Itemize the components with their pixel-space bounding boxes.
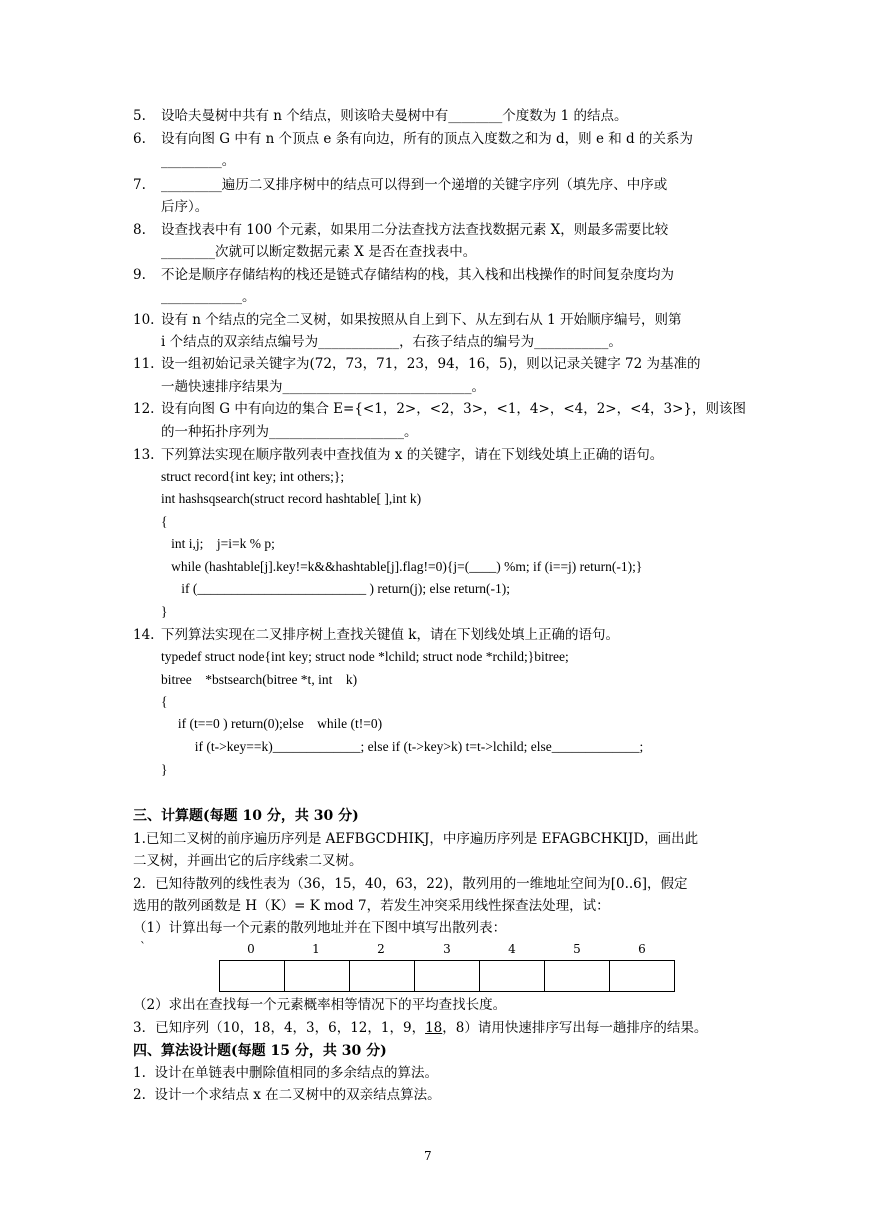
question-text: 2. 设计一个求结点 x 在二叉树中的双亲结点算法。: [133, 1087, 441, 1103]
question-text: 设哈夫曼树中共有 n 个结点，则该哈夫曼树中有________个度数为 1 的结点。: [161, 108, 628, 124]
item-number: 9.: [133, 267, 146, 283]
code-line: int i,j; j=i=k % p;: [161, 536, 275, 551]
question-text: 的一种拓扑序列为____________________。: [161, 424, 418, 440]
item-number: 10.: [133, 312, 155, 328]
question-text: _________遍历二叉排序树中的结点可以得到一个递增的关键字序列（填先序、中序或: [161, 177, 668, 193]
item-number: 8.: [133, 222, 146, 238]
question-text: （1）计算出每一个元素的散列地址并在下图中填写出散列表：: [133, 920, 507, 936]
table-index: 3: [443, 942, 451, 956]
question-text: ________次就可以断定数据元素 X 是否在查找表中。: [161, 244, 477, 260]
question-text: i 个结点的双亲结点编号为____________，右孩子结点的编号为___________。: [161, 334, 622, 350]
table-cell: [610, 961, 675, 992]
question-text: 1.已知二叉树的前序遍历序列是 AEFBGCDHIKJ，中序遍历序列是 EFAGBCHKIJD，画出此: [133, 831, 699, 847]
question-text: 设有向图 G 中有向边的集合 E={<1，2>，<2，3>，<1，4>，<4，2>，<4，3>}，则该图: [161, 401, 747, 417]
code-line: if (t->key==k)_____________; else if (t->key>k) t=t->lchild; else_____________;: [161, 739, 644, 754]
item-number: 14.: [133, 627, 155, 643]
section-heading: 四、算法设计题(每题 15 分，共 30 分): [133, 1043, 387, 1059]
code-line: {: [161, 514, 168, 529]
item-number: 6.: [133, 131, 146, 147]
item-number: 13.: [133, 447, 155, 463]
table-cell: [545, 961, 610, 992]
table-cell: [350, 961, 415, 992]
question-text: [133, 1019, 707, 1037]
code-line: bitree *bstsearch(bitree *t, int k): [161, 672, 358, 687]
table-index: 5: [573, 942, 581, 956]
q3-underlined-value: 18: [425, 1020, 443, 1036]
question-text: 设查找表中有 100 个元素，如果用二分法查找方法查找数据元素 X，则最多需要比较: [161, 222, 669, 238]
question-text: 1. 设计在单链表中删除值相同的多余结点的算法。: [133, 1065, 438, 1081]
code-line: typedef struct node{int key; struct node *lchild; struct node *rchild;}bitree;: [161, 649, 569, 664]
table-index: 2: [377, 942, 385, 956]
question-text: 设一组初始记录关键字为(72，73，71，23，94，16，5)，则以记录关键字 72 为基准的: [161, 356, 701, 372]
hash-table: [219, 960, 675, 992]
table-row: [220, 961, 675, 992]
item-number: 12.: [133, 401, 155, 417]
section-heading: 三、计算题(每题 10 分，共 30 分): [133, 808, 359, 824]
question-text: 设有向图 G 中有 n 个顶点 e 条有向边，所有的顶点入度数之和为 d，则 e 和 d 的关系为: [161, 131, 693, 147]
q3-text-before: 3．已知序列（10，18，4，3，6，12，1，9，: [133, 1020, 426, 1036]
question-text: 下列算法实现在顺序散列表中查找值为 x 的关键字，请在下划线处填上正确的语句。: [161, 447, 664, 463]
code-line: if (t==0 ) return(0);else while (t!=0): [161, 716, 383, 731]
code-line: if (_________________________ ) return(j); else return(-1);: [161, 581, 511, 596]
code-line: {: [161, 694, 168, 709]
question-text: 后序）。: [161, 199, 209, 215]
question-text: 二叉树，并画出它的后序线索二叉树。: [133, 853, 363, 869]
code-line: int hashsqsearch(struct record hashtable[ ],int k): [161, 491, 422, 506]
question-text: （2）求出在查找每一个元素概率相等情况下的平均查找长度。: [133, 997, 507, 1013]
code-line: struct record{int key; int others;};: [161, 469, 345, 484]
stray-mark: `: [140, 940, 146, 954]
table-cell: [415, 961, 480, 992]
page-number: 7: [424, 1149, 432, 1163]
table-cell: [480, 961, 545, 992]
question-text: 选用的散列函数是 H（K）= K mod 7，若发生冲突采用线性探查法处理，试：: [133, 898, 610, 914]
table-index: 6: [638, 942, 646, 956]
code-line: }: [161, 604, 168, 619]
table-cell: [220, 961, 285, 992]
q3-text-after: ，8）请用快速排序写出每一趟排序的结果。: [442, 1020, 708, 1036]
item-number: 11.: [133, 356, 155, 372]
question-text: _________。: [161, 153, 236, 169]
table-cell: [285, 961, 350, 992]
question-text: 不论是顺序存储结构的栈还是链式存储结构的栈，其入栈和出栈操作的时间复杂度均为: [161, 267, 674, 283]
code-line: }: [161, 762, 168, 777]
question-text: 2．已知待散列的线性表为（36，15，40，63，22)，散列用的一维地址空间为[0..6]，假定: [133, 876, 688, 892]
table-index: 4: [508, 942, 516, 956]
question-text: 设有 n 个结点的完全二叉树，如果按照从自上到下、从左到右从 1 开始顺序编号，则第: [161, 312, 682, 328]
item-number: 7.: [133, 177, 146, 193]
question-text: 下列算法实现在二叉排序树上查找关键值 k，请在下划线处填上正确的语句。: [161, 627, 619, 643]
item-number: 5.: [133, 108, 146, 124]
table-index: 0: [247, 942, 255, 956]
question-text: 一趟快速排序结果为____________________________。: [161, 379, 485, 395]
code-line: while (hashtable[j].key!=k&&hashtable[j].flag!=0){j=(____) %m; if (i==j) return(-1);}: [161, 559, 643, 574]
question-text: ____________。: [161, 289, 256, 305]
table-index: 1: [312, 942, 320, 956]
